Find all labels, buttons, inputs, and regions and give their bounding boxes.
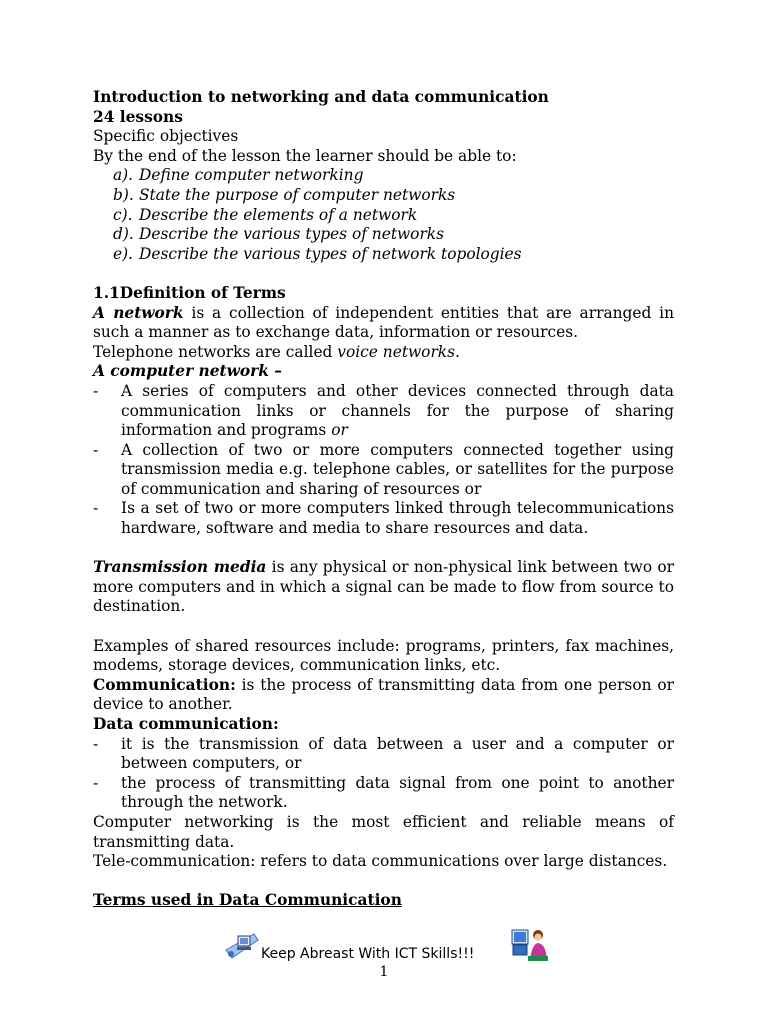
communication-definition: Communication: is the process of transmitting data from one person or device to another. bbox=[93, 675, 674, 714]
list-item: - the process of transmitting data signal from one point to another through the network. bbox=[93, 773, 674, 812]
section-heading: 1.1Definition of Terms bbox=[93, 283, 286, 302]
data-communication-definitions bbox=[93, 735, 674, 813]
list-item: a). Define computer networking bbox=[113, 166, 364, 185]
document-title: Introduction to networking and data communication bbox=[93, 88, 549, 106]
terms-heading: Terms used in Data Communication bbox=[93, 891, 402, 910]
list-item: - A series of computers and other devices connected through data communication links or channels for the purpose of sharing information and programs or bbox=[93, 381, 674, 440]
page-number: 1 bbox=[379, 964, 389, 980]
footer-slogan: Keep Abreast With ICT Skills!!! bbox=[261, 946, 475, 962]
list-item: - it is the transmission of data between a user and a computer or between computers, or bbox=[93, 734, 674, 773]
data-communication-term: Data communication: bbox=[93, 715, 279, 733]
document-body bbox=[93, 88, 674, 911]
computer-user-icon bbox=[224, 930, 260, 966]
telephone-networks: Telephone networks are called voice networks. bbox=[93, 342, 460, 361]
objectives-intro: By the end of the lesson the learner should be able to: bbox=[93, 146, 517, 165]
shared-resources: Examples of shared resources include: programs, printers, fax machines, modems, storage devices, communication links, etc. bbox=[93, 636, 674, 675]
networking-efficiency: Computer networking is the most efficient and reliable means of transmitting data. bbox=[93, 812, 674, 851]
transmission-media-definition: Transmission media is any physical or non-physical link between two or more computers and in which a signal can be made to flow from source to destination. bbox=[93, 558, 675, 616]
page-footer bbox=[0, 926, 768, 966]
list-item: - Is a set of two or more computers linked through telecommunications hardware, software and media to share resources and data. bbox=[93, 499, 674, 538]
computer-network-term: A computer network – bbox=[93, 362, 282, 381]
network-definition: A network is a collection of independent entities that are arranged in such a manner as to exchange data, information or resources. bbox=[93, 303, 674, 342]
person-at-computer-icon bbox=[510, 926, 550, 966]
telecommunication-definition: Tele-communication: refers to data communications over large distances. bbox=[93, 852, 668, 871]
list-item: - A collection of two or more computers connected together using transmission media e.g. telephone cables, or satellites for the purpose of communication and sharing of resources or bbox=[93, 440, 674, 498]
list-item: b). State the purpose of computer networks bbox=[113, 185, 456, 204]
list-item: e). Describe the various types of network topologies bbox=[113, 244, 522, 263]
list-item: c). Describe the elements of a network bbox=[113, 205, 418, 224]
lessons-count: 24 lessons bbox=[93, 107, 183, 126]
objectives-heading: Specific objectives bbox=[93, 127, 239, 146]
computer-network-definitions bbox=[93, 382, 674, 539]
list-item: d). Describe the various types of networks bbox=[113, 225, 445, 244]
objectives-list bbox=[93, 166, 674, 264]
